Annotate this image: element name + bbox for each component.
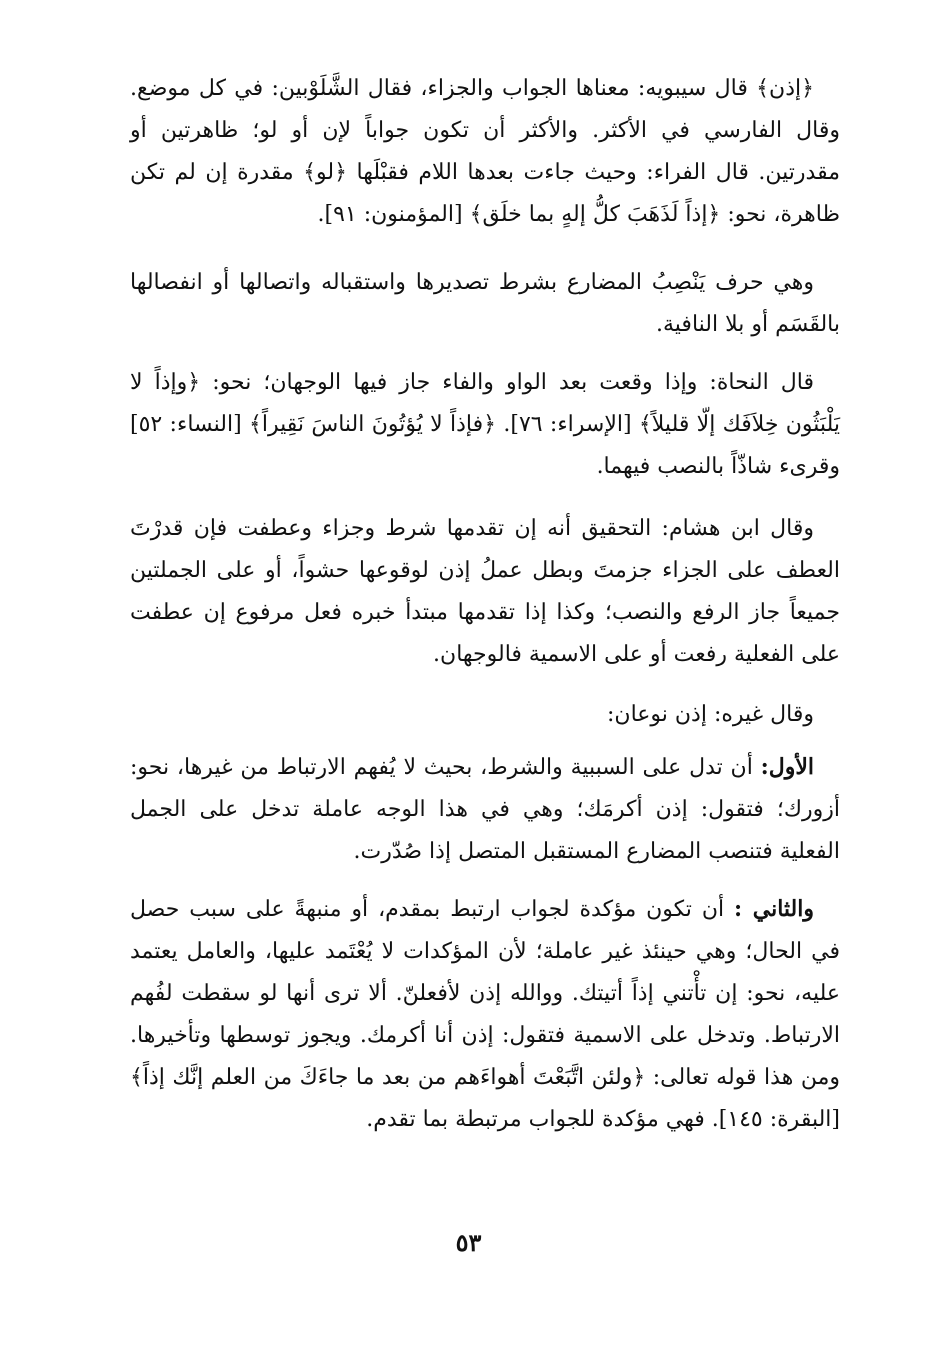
first-type-heading: الأول:	[760, 754, 814, 780]
paragraph-nuhat-opinion	[130, 362, 840, 488]
paragraph-first-type	[130, 746, 840, 873]
paragraph-text: وهي حرف يَنْصِبُ المضارع بشرط تصديرها واستقباله واتصالها أو انفصالها بالقَسَم أو بلا النافية.	[130, 270, 840, 337]
page-number: ٥٣	[455, 1228, 482, 1257]
paragraph-text: وقال غيره: إذن نوعان:	[607, 702, 814, 727]
paragraph-text: وقال ابن هشام: التحقيق أنه إن تقدمها شرط وجزاء وعطفت فإن قدرْتَ العطف على الجزاء جزمتَ وبطل عملُ إذن لوقوعها حشواً، أو على الجملتين جميعاً جاز الرفع والنصب؛ وكذا إذا تقدمها مبتدأ خبره فعل مرفوع إن عطفت على الفعلية رفعت أو على الاسمية فالوجهان.	[130, 516, 840, 667]
paragraph-body	[130, 746, 840, 873]
paragraph-text: أن تكون مؤكدة لجواب ارتبط بمقدم، أو منبهةً على سبب حصل في الحال؛ وهي حينئذ غير عاملة؛ لأن المؤكدات لا يُعْتَمد عليها، والعامل يعتمد عليه، نحو: إن تأْتني إذاً أتيتك. ووالله إذن لأفعلنّ. ألا ترى أنها لو سقطت لفُهم الارتباط. وتدخل على الاسمية فتقول: إذن أنا أكرمك. ويجوز توسطها وتأخيرها. ومن هذا قوله تعالى: ﴿ولئن اتَّبَعْتَ أهواءَهم من بعد ما جاءَكَ من العلم إنَّك إذاً﴾ [البقرة: ١٤٥]. فهي مؤكدة للجواب مرتبطة بما تقدم.	[130, 897, 840, 1132]
paragraph-two-types-intro	[130, 694, 840, 736]
paragraph-text: أن تدل على السببية والشرط، بحيث لا يُفهم الارتباط من غيرها، نحو: أزورك؛ فتقول: إذن أكرمَك؛ وهي في هذا الوجه عاملة تدخل على الجمل الفعلية فتنصب المضارع المستقبل المتصل إذا صُدّرت.	[130, 755, 840, 864]
paragraph-second-type	[130, 888, 840, 1141]
second-type-heading: والثاني :	[734, 896, 814, 922]
paragraph-ibn-hisham	[130, 508, 840, 676]
paragraph-text: ﴿إذن﴾ قال سيبويه: معناها الجواب والجزاء، فقال الشَّلَوْبين: في كل موضع. وقال الفارسي في الأكثر. والأكثر أن تكون جواباً لإن أو لو؛ ظاهرتين أو مقدرتين. قال الفراء: وحيث جاءت بعدها اللام فقبْلَها ﴿لو﴾ مقدرة إن لم تكن ظاهرة، نحو: ﴿إذاً لَذَهَبَ كلُّ إلهٍ بما خلَق﴾ [المؤمنون: ٩١].	[130, 76, 840, 227]
paragraph-idhan-definition	[130, 68, 840, 236]
paragraph-text: قال النحاة: وإذا وقعت بعد الواو والفاء جاز فيها الوجهان؛ نحو: ﴿وإذاً لا يَلْبَثُون خِلاَفَك إلّا قليلاً﴾ [الإسراء: ٧٦]. ﴿فإذاً لا يُؤتُونَ الناسَ نَقِيراً﴾ [النساء: ٥٢] وقرىء شاذّاً بالنصب فيهما.	[130, 370, 840, 479]
paragraph-body	[130, 888, 840, 1141]
paragraph-nasb-conditions	[130, 262, 840, 346]
